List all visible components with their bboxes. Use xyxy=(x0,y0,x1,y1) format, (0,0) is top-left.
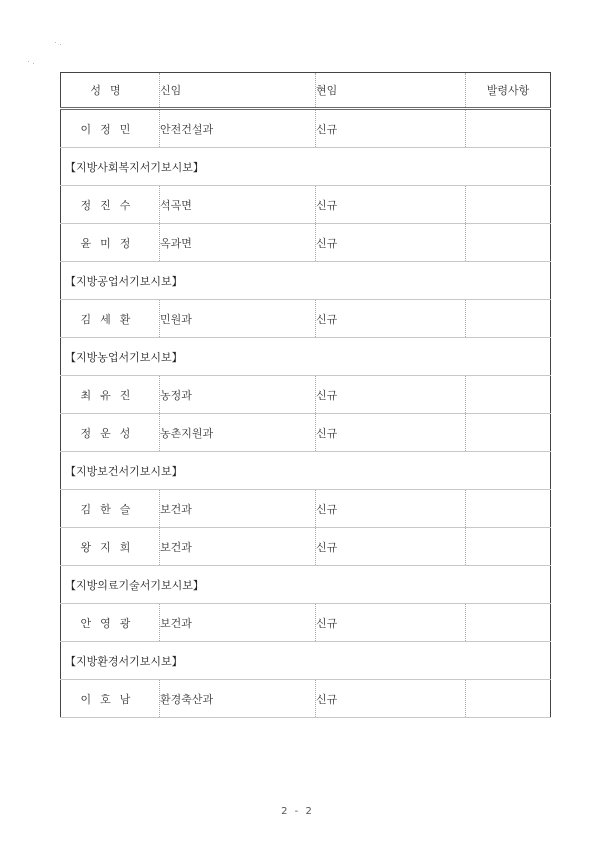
cell-notes xyxy=(466,414,551,452)
header-notes: 발령사항 xyxy=(466,73,551,109)
cell-name: 최유진 xyxy=(61,376,160,414)
table-row xyxy=(61,528,551,566)
section-header-row xyxy=(61,642,551,680)
header-row xyxy=(61,73,551,109)
section-label: 【지방보건서기보시보】 xyxy=(61,452,551,490)
section-label: 【지방공업서기보시보】 xyxy=(61,262,551,300)
cell-notes xyxy=(466,300,551,338)
cell-new-post: 옥과면 xyxy=(160,224,316,262)
header-current: 현임 xyxy=(316,73,466,109)
cell-new-post: 농촌지원과 xyxy=(160,414,316,452)
table-row xyxy=(61,680,551,718)
cell-new-post: 보건과 xyxy=(160,604,316,642)
cell-new-post: 환경축산과 xyxy=(160,680,316,718)
section-header-row xyxy=(61,566,551,604)
cell-notes xyxy=(466,680,551,718)
cell-notes xyxy=(466,490,551,528)
table-body xyxy=(61,109,551,718)
table-header xyxy=(61,73,551,109)
cell-notes xyxy=(466,604,551,642)
section-header-row xyxy=(61,262,551,300)
table-row xyxy=(61,109,551,148)
cell-new-post: 보건과 xyxy=(160,490,316,528)
table-row xyxy=(61,414,551,452)
scan-artifact-dot xyxy=(60,44,61,45)
cell-current: 신규 xyxy=(316,680,466,718)
section-header-row xyxy=(61,338,551,376)
table-row xyxy=(61,300,551,338)
cell-current: 신규 xyxy=(316,528,466,566)
cell-current: 신규 xyxy=(316,109,466,148)
section-label: 【지방농업서기보시보】 xyxy=(61,338,551,376)
cell-current: 신규 xyxy=(316,376,466,414)
cell-new-post: 보건과 xyxy=(160,528,316,566)
cell-new-post: 안전건설과 xyxy=(160,109,316,148)
table-row xyxy=(61,224,551,262)
cell-name: 왕지희 xyxy=(61,528,160,566)
cell-name: 정운성 xyxy=(61,414,160,452)
cell-current: 신규 xyxy=(316,186,466,224)
cell-name: 김한슬 xyxy=(61,490,160,528)
scan-artifact-dot xyxy=(55,42,56,43)
personnel-appointment-table xyxy=(60,72,551,718)
table-row xyxy=(61,490,551,528)
cell-notes xyxy=(466,528,551,566)
page-number: 2 - 2 xyxy=(281,806,314,817)
cell-new-post: 민원과 xyxy=(160,300,316,338)
section-label: 【지방사회복지서기보시보】 xyxy=(61,148,551,186)
table-row xyxy=(61,604,551,642)
cell-current: 신규 xyxy=(316,604,466,642)
section-header-row xyxy=(61,452,551,490)
cell-new-post: 석곡면 xyxy=(160,186,316,224)
cell-name: 윤미정 xyxy=(61,224,160,262)
cell-current: 신규 xyxy=(316,224,466,262)
section-header-row xyxy=(61,148,551,186)
cell-current: 신규 xyxy=(316,414,466,452)
cell-notes xyxy=(466,224,551,262)
cell-name: 안영광 xyxy=(61,604,160,642)
table-row xyxy=(61,186,551,224)
cell-notes xyxy=(466,186,551,224)
section-label: 【지방환경서기보시보】 xyxy=(61,642,551,680)
section-label: 【지방의료기술서기보시보】 xyxy=(61,566,551,604)
cell-current: 신규 xyxy=(316,300,466,338)
cell-notes xyxy=(466,109,551,148)
scan-artifact-dot xyxy=(33,63,34,64)
cell-name: 김세환 xyxy=(61,300,160,338)
header-name: 성명 xyxy=(61,73,160,109)
cell-name: 이정민 xyxy=(61,109,160,148)
cell-name: 이호남 xyxy=(61,680,160,718)
cell-notes xyxy=(466,376,551,414)
table-row xyxy=(61,376,551,414)
cell-current: 신규 xyxy=(316,490,466,528)
header-new-post: 신임 xyxy=(160,73,316,109)
scan-artifact-dot xyxy=(28,61,29,62)
cell-new-post: 농정과 xyxy=(160,376,316,414)
cell-name: 정진수 xyxy=(61,186,160,224)
